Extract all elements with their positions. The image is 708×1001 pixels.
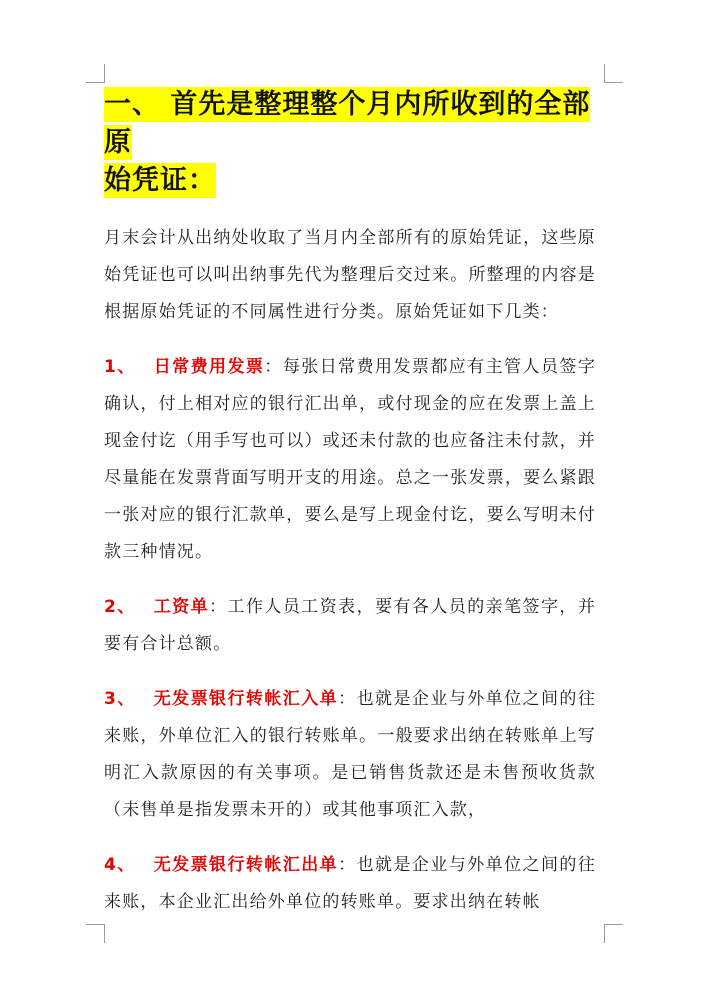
item-separator: ： [264,357,283,377]
list-item-payroll [104,589,596,663]
margin-corner-mark-bottom-left [86,924,105,943]
item-text: 也就是企业与外单位之间的往来账，本企业汇出给外单位的转账单。要求出纳在转帐 [104,855,597,912]
section-heading [104,86,596,200]
document-body [104,86,596,921]
item-number: 2、 [104,597,136,617]
list-item-bank-transfer-in [104,681,596,829]
intro-paragraph: 月末会计从出纳处收取了当月内全部所有的原始凭证，这些原始凭证也可以叫出纳事先代为整理后交过来。所整理的内容是根据原始凭证的不同属性进行分类。原始凭证如下几类： [104,228,596,322]
item-separator: ： [338,855,357,875]
margin-corner-mark-bottom-right [604,924,623,943]
item-title: 无发票银行转帐汇出单 [153,855,339,875]
list-item-bank-transfer-out [104,847,596,921]
item-number: 1、 [104,357,136,377]
item-text: 每张日常费用发票都应有主管人员签字确认，付上相对应的银行汇出单，或付现金的应在发票上盖上现金付讫（用手写也可以）或还未付款的也应备注未付款，并尽量能在发票背面写明开支的用途。总之一张发票，要么紧跟一张对应的银行汇款单，要么是写上现金付讫，要么写明未付款三种情况。 [104,357,597,562]
item-text: 也就是企业与外单位之间的往来账，外单位汇入的银行转账单。一般要求出纳在转账单上写明汇入款原因的有关事项。是已销售货款还是未售预收货款（未售单是指发票未开的）或其他事项汇入款， [104,689,597,820]
margin-corner-mark-top-right [604,64,623,83]
heading-line-2: 始凭证： [104,165,216,196]
list-item-daily-expense-invoice [104,349,596,571]
item-separator: ： [338,689,357,709]
item-number: 4、 [104,855,136,875]
item-title: 工资单 [153,597,210,617]
margin-corner-mark-top-left [86,64,105,83]
item-separator: ： [209,597,228,617]
heading-line-1: 一、 首先是整理整个月内所收到的全部原 [104,89,591,158]
item-number: 3、 [104,689,136,709]
item-title: 无发票银行转帐汇入单 [153,689,339,709]
item-text: 工作人员工资表，要有各人员的亲笔签字，并要有合计总额。 [104,597,597,654]
item-title: 日常费用发票 [153,357,265,377]
